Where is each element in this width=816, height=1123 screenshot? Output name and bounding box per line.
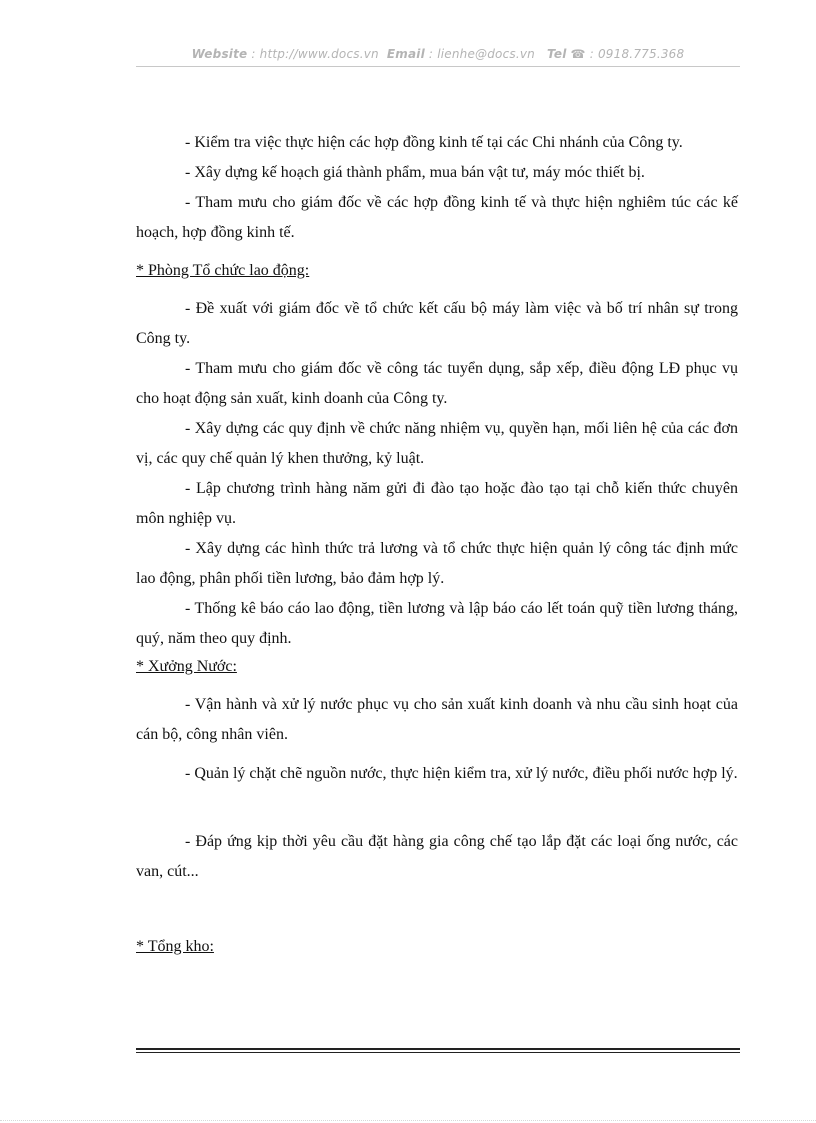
- paragraph: - Thống kê báo cáo lao động, tiền lương và lập báo cáo lết toán quỹ tiền lương tháng, quý, năm theo quy định.: [136, 600, 738, 647]
- page-bottom-border: [0, 1120, 816, 1121]
- footer-divider: [136, 1048, 740, 1050]
- paragraph: - Xây dựng kế hoạch giá thành phẩm, mua bán vật tư, máy móc thiết bị.: [185, 164, 645, 181]
- website-url[interactable]: http://www.docs.vn: [259, 47, 379, 61]
- page-header: [136, 47, 740, 61]
- paragraph: - Kiểm tra việc thực hiện các hợp đồng kinh tế tại các Chi nhánh của Công ty.: [185, 134, 683, 151]
- paragraph: - Tham mưu cho giám đốc về các hợp đồng kinh tế và thực hiện nghiêm túc các kế hoạch, hợp đồng kinh tế.: [136, 194, 738, 241]
- section-heading: * Xưởng Nước:: [136, 658, 237, 675]
- email-address[interactable]: lienhe@docs.vn: [437, 47, 535, 61]
- website-separator: :: [247, 47, 260, 61]
- email-separator: :: [424, 47, 438, 61]
- website-label: Website: [191, 47, 248, 61]
- tel-number: 0918.775.368: [597, 47, 685, 61]
- paragraph: - Lập chương trình hàng năm gửi đi đào tạo hoặc đào tạo tại chỗ kiến thức chuyên môn nghiệp vụ.: [136, 480, 738, 527]
- paragraph: - Xây dựng các quy định về chức năng nhiệm vụ, quyền hạn, mối liên hệ của các đơn vị, các quy chế quản lý khen thưởng, kỷ luật.: [136, 420, 738, 467]
- section-heading: * Phòng Tổ chức lao động:: [136, 262, 310, 279]
- paragraph: - Tham mưu cho giám đốc về công tác tuyển dụng, sắp xếp, điều động LĐ phục vụ cho hoạt động sản xuất, kinh doanh của Công ty.: [136, 360, 738, 407]
- tel-label: Tel: [547, 47, 567, 61]
- paragraph: - Đề xuất với giám đốc về tổ chức kết cấu bộ máy làm việc và bố trí nhân sự trong Công ty.: [136, 300, 738, 347]
- footer-divider: [136, 1052, 740, 1053]
- tel-separator: :: [585, 47, 598, 61]
- section-heading: * Tổng kho:: [136, 938, 214, 955]
- phone-icon: ☎: [570, 47, 586, 61]
- paragraph: - Đáp ứng kịp thời yêu cầu đặt hàng gia công chế tạo lắp đặt các loại ống nước, các van, cút...: [136, 833, 738, 880]
- paragraph: - Xây dựng các hình thức trả lương và tổ chức thực hiện quản lý công tác định mức lao động, phân phối tiền lương, bảo đảm hợp lý.: [136, 540, 738, 587]
- email-label: Email: [386, 47, 425, 61]
- paragraph: - Vận hành và xử lý nước phục vụ cho sản xuất kinh doanh và nhu cầu sinh hoạt của cán bộ, công nhân viên.: [136, 696, 738, 743]
- header-divider: [136, 66, 740, 67]
- paragraph: - Quản lý chặt chẽ nguồn nước, thực hiện kiểm tra, xử lý nước, điều phối nước hợp lý.: [185, 765, 738, 782]
